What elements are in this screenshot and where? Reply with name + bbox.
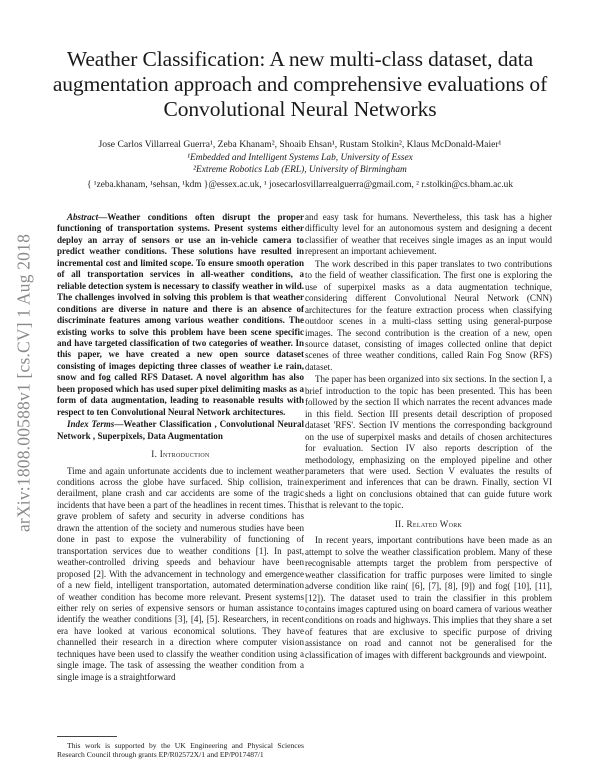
arxiv-id: arXiv:1808.00588v1 [cs.CV] 1 Aug 2018 [13,233,34,533]
index-terms [57,419,304,442]
paper-title: Weather Classification: A new multi-class dataset, data augmentation approach and comprehensive evaluations of Convolutional Neural Networks [52,47,548,121]
intro-continuation: and easy task for humans. Nevertheless, this task has a higher difficulty level for an autonomous system and designing a decent classifier of weather that receives single images as an input would represent an important achievement. [305,212,552,257]
index-terms-label: Index Terms [67,419,115,430]
abstract-text: —Weather conditions often disrupt the proper functioning of transportation systems. Present systems either deploy an array of sensors or use an in-vehicle camera to predict weather conditions. These solutions have resulted in incremental cost and limited scope. To ensure smooth operation of all transportation services in all-weather conditions, a reliable detection system is necessary to classify weather in wild. The challenges involved in solving this problem is that weather conditions are diverse in nature and there is an absence of discriminate features among various weather conditions. The existing works to solve this problem have been scene specific and have targeted classification of two categories of weather. In this paper, we have created a new open source dataset consisting of images depicting three classes of weather i.e rain, snow and fog called RFS Dataset. A novel algorithm has also been proposed which has used super pixel delimiting masks as a form of data augmentation, leading to reasonable results with respect to ten Convolutional Neural Network architectures. [57,212,304,417]
arxiv-stamp [6,198,42,568]
abstract-label: Abstract [67,212,99,222]
related-work-paragraph: In recent years, important contributions have been made as an attempt to solve the weather classification problem. Many of these recognisable attempts target the problem from perspective of weather classification for traffic purposes were limited to single adverse condition like rain( [6], [7], [8], [9]) and fog( [10], [11], [12]). The dataset used to train the classifier in this problem contains images captured using on board camera of various weather conditions on roads and highways. This implies that they share a set of features that are exclusive to specific purpose of driving assistance on road and cannot not be generalised for the classification of images with different backgrounds and viewpoint. [305,535,552,660]
author-list: Jose Carlos Villarreal Guerra¹, Zeba Khanam², Shoaib Ehsan¹, Rustam Stolkin², Klaus McDonald-Maier¹ [98,139,502,150]
contributions-paragraph: The work described in this paper translates to two contributions to the field of weather classification. The first one is exploring the use of superpixel masks as a data augmentation technique, considering different Convolutional Neural Network (CNN) architectures for the feature extraction process when classifying outdoor scenes in a multi-class setting using general-purpose images. The second contribution is the creation of a new, open source dataset, consisting of images collected online that depict scenes of three weather conditions, called Rain Fog Snow (RFS) dataset. [305,258,552,372]
section-heading-related-work: II. Related Work [394,518,463,529]
abstract [57,212,304,418]
left-column [57,212,304,683]
section-heading-introduction: I. Introduction [151,449,210,460]
organization-paragraph: The paper has been organized into six sections. In the section I, a brief introduction to the topic has been presented. This has been followed by the section II which narrates the recent advances made in this field. Section III presents detail description of proposed dataset 'RFS'. Section IV mentions the corresponding background on the use of superpixel masks and details of chosen architectures for evaluation. Section IV also reports description of the methodology, emphasizing on the employed pipeline and other parameters that were used. Section V evaluates the results of experiment and inferences that can be drawn. Finally, section VI sheds a light on conclusions obtained that can guide future work that is relevant to the topic. [305,374,552,511]
author-emails: { ¹zeba.khanam, ¹sehsan, ¹kdm }@essex.ac.uk, ¹ josecarlosvillarrealguerra@gmail.com, ² r.stolkin@cs.bham.ac.uk [87,180,513,190]
affiliation-birmingham: ²Extreme Robotics Lab (ERL), University of Birmingham [193,165,407,175]
intro-paragraph: Time and again unfortunate accidents due to inclement weather conditions across the globe have surfaced. Ship collision, train derailment, plane crash and car accidents are some of the tragic incidents that have been a part of the headlines in recent times. This grave problem of safety and security in adverse conditions has drawn the attention of the society and numerous studies have been done in past to expose the vulnerability of functioning of transportation services due to weather conditions [1]. In past, weather-controlled driving speeds and behaviour have been proposed [2]. With the advancement in technology and emergence of a new field, intelligent transportation, automated determination of weather condition has become more relevant. Present systems either rely on series of expensive sensors or human assistance to identify the weather conditions [3], [4], [5]. Researchers, in recent era have looked at various economical solutions. They have channelled their research in a direction where computer vision techniques have been used to classify the weather condition using a single image. The task of assessing the weather condition from a single image is a straightforward [57,465,304,682]
affiliation-essex: ¹Embedded and Intelligent Systems Lab, University of Essex [187,153,413,163]
footnote [57,736,304,760]
footnote-text: This work is supported by the UK Engineering and Physical Sciences Research Council through grants EP/R02572X/1 and EP/P017487/1 [57,741,304,760]
footnote-separator [57,736,117,737]
right-column [305,212,552,661]
index-terms-text: —Weather Classification , Convolutional Neural Network , Superpixels, Data Augmentation [57,419,304,441]
